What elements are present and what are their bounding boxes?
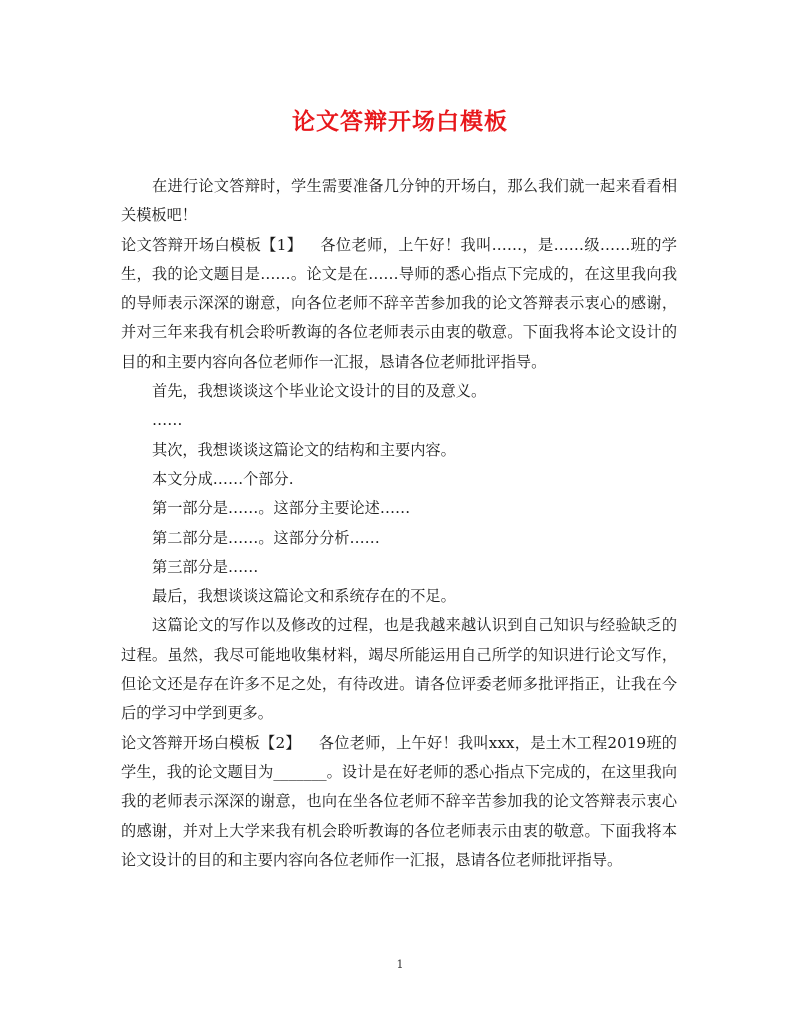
paragraph: 其次，我想谈谈这篇论文的结构和主要内容。	[152, 440, 456, 459]
template-2-paragraph	[121, 729, 677, 875]
template-2-heading: 论文答辩开场白模板【2】	[121, 733, 301, 752]
paragraph: 本文分成……个部分.	[152, 469, 294, 488]
intro-paragraph: 在进行论文答辩时，学生需要准备几分钟的开场白，那么我们就一起来看看相关模板吧！	[121, 177, 677, 225]
paragraph: 这篇论文的写作以及修改的过程，也是我越来越认识到自己知识与经验缺乏的过程。虽然，我尽可能地收集材料，竭尽所能运用自己所学的知识进行论文写作，但论文还是存在许多不足之处，有待改进。请各位评委老师多批评指正，让我在今后的学习中学到更多。	[121, 616, 677, 723]
paragraph: 首先，我想谈谈这个毕业论文设计的目的及意义。	[152, 382, 487, 401]
template-1-paragraph	[121, 231, 677, 377]
document-body	[121, 172, 677, 875]
paragraph: 第一部分是……。这部分主要论述……	[152, 499, 411, 518]
template-2-text: 各位老师，上午好！我叫xxx，是土木工程2019班的学生，我的论文题目为_______。设计是在好老师的悉心指点下完成的，在这里我向我的老师表示深深的谢意，也向在坐各位老师不辞辛苦参加我的论文答辩表示衷心的感谢，并对上大学来我有机会聆听教诲的各位老师表示由衷的敬意。下面我将本论文设计的目的和主要内容向各位老师作一汇报，恳请各位老师批评指导。	[121, 733, 677, 869]
paragraph: 第三部分是……	[152, 557, 259, 576]
paragraph: 第二部分是……。这部分分析……	[152, 528, 380, 547]
page-number: 1	[396, 958, 404, 971]
template-1-text: 各位老师，上午好！我叫……，是……级……班的学生，我的论文题目是……。论文是在……导师的悉心指点下完成的，在这里我向我的导师表示深深的谢意，向各位老师不辞辛苦参加我的论文答辩表示衷心的感谢，并对三年来我有机会聆听教诲的各位老师表示由衷的敬意。下面我将本论文设计的目的和主要内容向各位老师作一汇报，恳请各位老师批评指导。	[121, 235, 677, 371]
document-title: 论文答辩开场白模板	[292, 108, 508, 135]
template-1-heading: 论文答辩开场白模板【1】	[121, 235, 303, 254]
paragraph: 最后，我想谈谈这篇论文和系统存在的不足。	[152, 587, 456, 606]
paragraph: ……	[152, 411, 183, 430]
